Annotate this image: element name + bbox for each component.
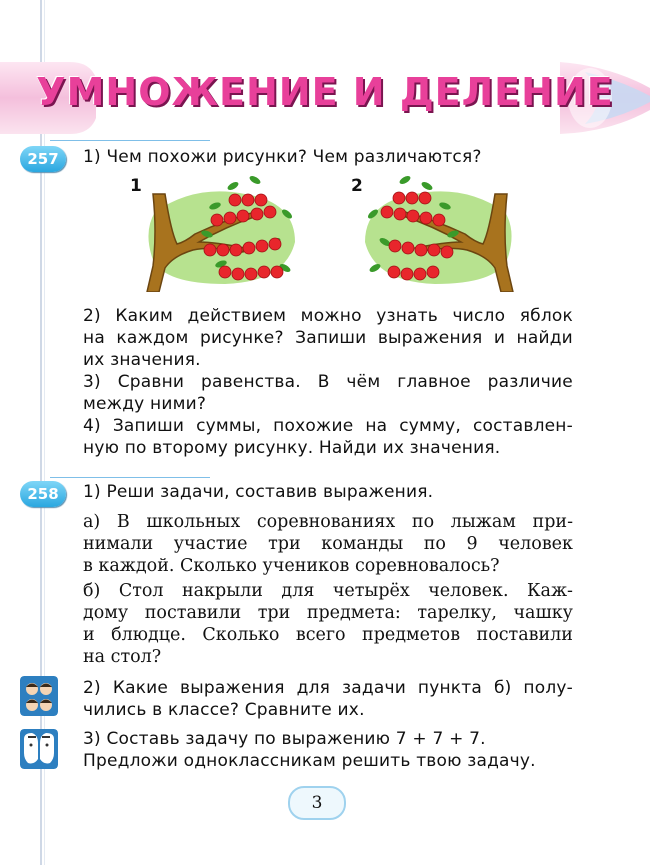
task-rule [50, 140, 210, 141]
task258-question-3 [83, 728, 583, 772]
picture-1-label: 1 [130, 176, 142, 196]
text-line: 4) Запиши суммы, похожие на сумму, составлен- [83, 416, 573, 436]
page-number: 3 [288, 786, 346, 820]
apple-tree-picture-1 [135, 172, 305, 292]
page-title: УМНОЖЕНИЕ И ДЕЛЕНИЕ [36, 70, 614, 114]
task258-question-2 [83, 677, 573, 721]
text-line: ную по второму рисунку. Найди их значения. [83, 438, 501, 458]
task-number-badge: 258 [20, 481, 66, 507]
text-line: 3) Составь задачу по выражению 7 + 7 + 7. [83, 729, 486, 749]
task258-question-1: 1) Реши задачи, составив выражения. [83, 482, 434, 502]
text-line: на стол? [83, 647, 162, 667]
text-line: а) В школьных соревнованиях по лыжам при- [83, 512, 573, 532]
task258-problem-b [83, 580, 573, 668]
group-discussion-icon [20, 676, 58, 716]
text-line: б) Стол накрыли для четырёх человек. Каж- [83, 581, 573, 601]
task257-question-2 [83, 305, 573, 371]
text-line: дому поставили три предмета: тарелку, чашку [83, 603, 573, 623]
text-line: чились в классе? Сравните их. [83, 700, 365, 720]
task257-question-3 [83, 371, 573, 415]
task258-problem-a [83, 511, 573, 577]
text-line: на каждом рисунке? Запиши выражения и найди [83, 328, 573, 348]
text-line: в каждой. Сколько учеников соревновалось? [83, 556, 500, 576]
pair-work-icon [20, 729, 58, 769]
task-rule [50, 477, 210, 478]
picture-2-label: 2 [351, 176, 363, 196]
task-number-badge: 257 [20, 146, 66, 172]
text-line: между ними? [83, 394, 207, 414]
text-line: и блюдце. Сколько всего предметов поставили [83, 625, 573, 645]
task257-question-4 [83, 415, 573, 459]
text-line: их значения. [83, 350, 201, 370]
text-line: 3) Сравни равенства. В чём главное различие [83, 372, 573, 392]
text-line: нимали участие три команды по 9 человек [83, 534, 573, 554]
text-line: 2) Какие выражения для задачи пункта б) полу- [83, 678, 573, 698]
apple-tree-picture-2 [355, 172, 525, 292]
text-line: Предложи одноклассникам решить твою задачу. [83, 751, 536, 771]
text-line: 2) Каким действием можно узнать число яблок [83, 306, 573, 326]
task257-question-1: 1) Чем похожи рисунки? Чем различаются? [83, 147, 482, 167]
